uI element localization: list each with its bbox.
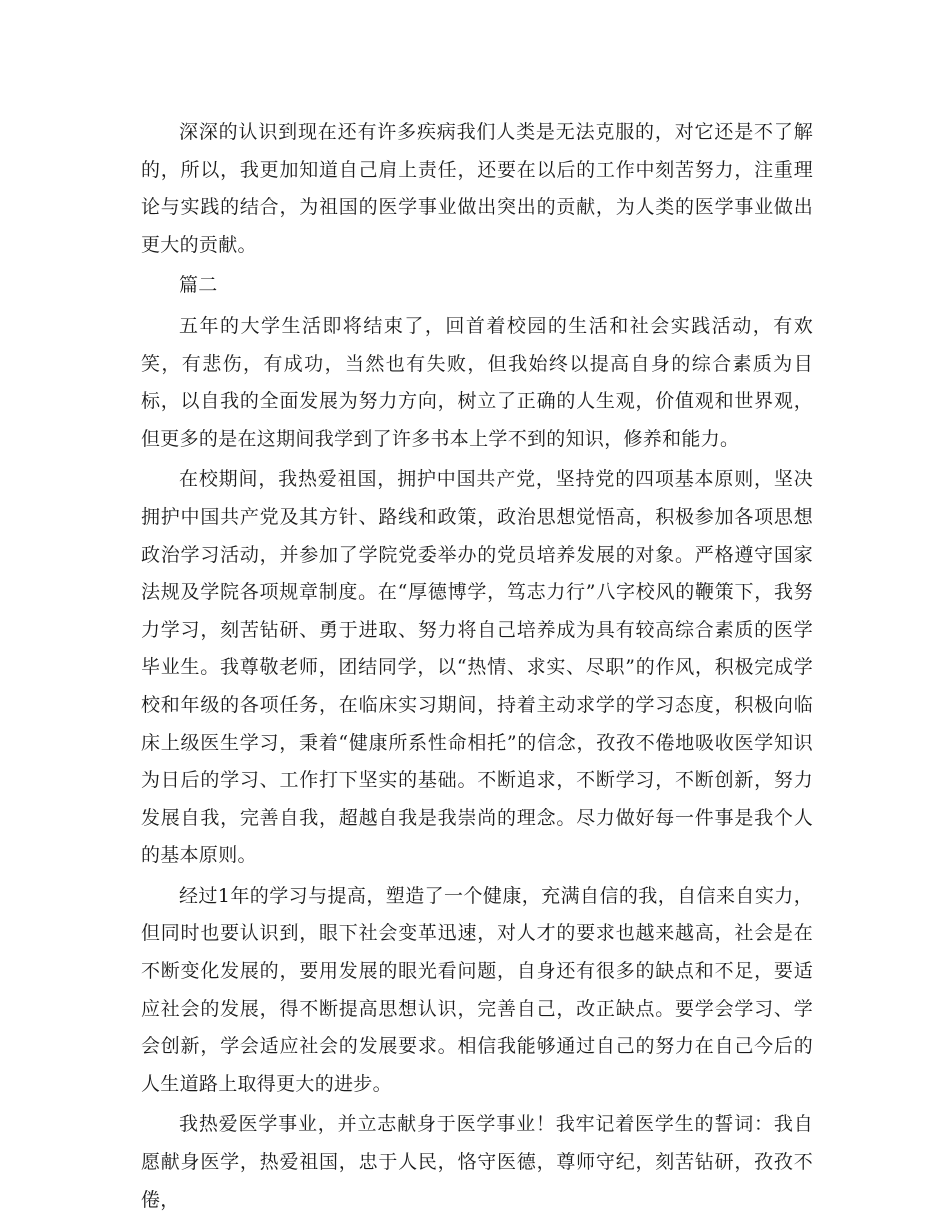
document-body <box>141 114 813 1222</box>
paragraph-self-improvement: 经过1年的学习与提高，塑造了一个健康，充满自信的我，自信来自实力，但同时也要认识到，眼下社会变革迅速，对人才的要求也越来越高，社会是在不断变化发展的，要用发展的眼光看问题，自身还有很多的缺点和不足，要适应社会的发展，得不断提高思想认识，完善自己，改正缺点。要学会学习、学会创新，学会适应社会的发展要求。相信我能够通过自己的努力在自己今后的人生道路上取得更大的进步。 <box>141 884 813 1095</box>
section-heading: 篇二 <box>179 274 218 297</box>
paragraph-university-life: 五年的大学生活即将结束了，回首着校园的生活和社会实践活动，有欢笑，有悲伤，有成功，当然也有失败，但我始终以提高自身的综合素质为目标，以自我的全面发展为努力方向，树立了正确的人生观，价值观和世界观，但更多的是在这期间我学到了许多书本上学不到的知识，修养和能力。 <box>141 314 813 450</box>
paragraph-medical-oath: 我热爱医学事业，并立志献身于医学事业！我牢记着医学生的誓词：我自愿献身医学，热爱祖国，忠于人民，恪守医德，尊师守纪，刻苦钻研，孜孜不倦， <box>141 1113 813 1211</box>
paragraph-school-period: 在校期间，我热爱祖国，拥护中国共产党，坚持党的四项基本原则，坚决拥护中国共产党及其方针、路线和政策，政治思想觉悟高，积极参加各项思想政治学习活动，并参加了学院党委举办的党员培养发展的对象。严格遵守国家法规及学院各项规章制度。在“厚德博学，笃志力行”八字校风的鞭策下，我努力学习，刻苦钻研、勇于进取、努力将自己培养成为具有较高综合素质的医学毕业生。我尊敬老师，团结同学，以“热情、求实、尽职”的作风，积极完成学校和年级的各项任务，在临床实习期间，持着主动求学的学习态度，积极向临床上级医生学习，秉着“健康所系性命相托”的信念，孜孜不倦地吸收医学知识为日后的学习、工作打下坚实的基础。不断追求，不断学习，不断创新，努力发展自我，完善自我，超越自我是我崇尚的理念。尽力做好每一件事是我个人的基本原则。 <box>141 468 813 867</box>
paragraph-continuation: 深深的认识到现在还有许多疾病我们人类是无法克服的，对它还是不了解的，所以，我更加知道自己肩上责任，还要在以后的工作中刻苦努力，注重理论与实践的结合，为祖国的医学事业做出突出的贡献，为人类的医学事业做出更大的贡献。 <box>141 121 813 256</box>
